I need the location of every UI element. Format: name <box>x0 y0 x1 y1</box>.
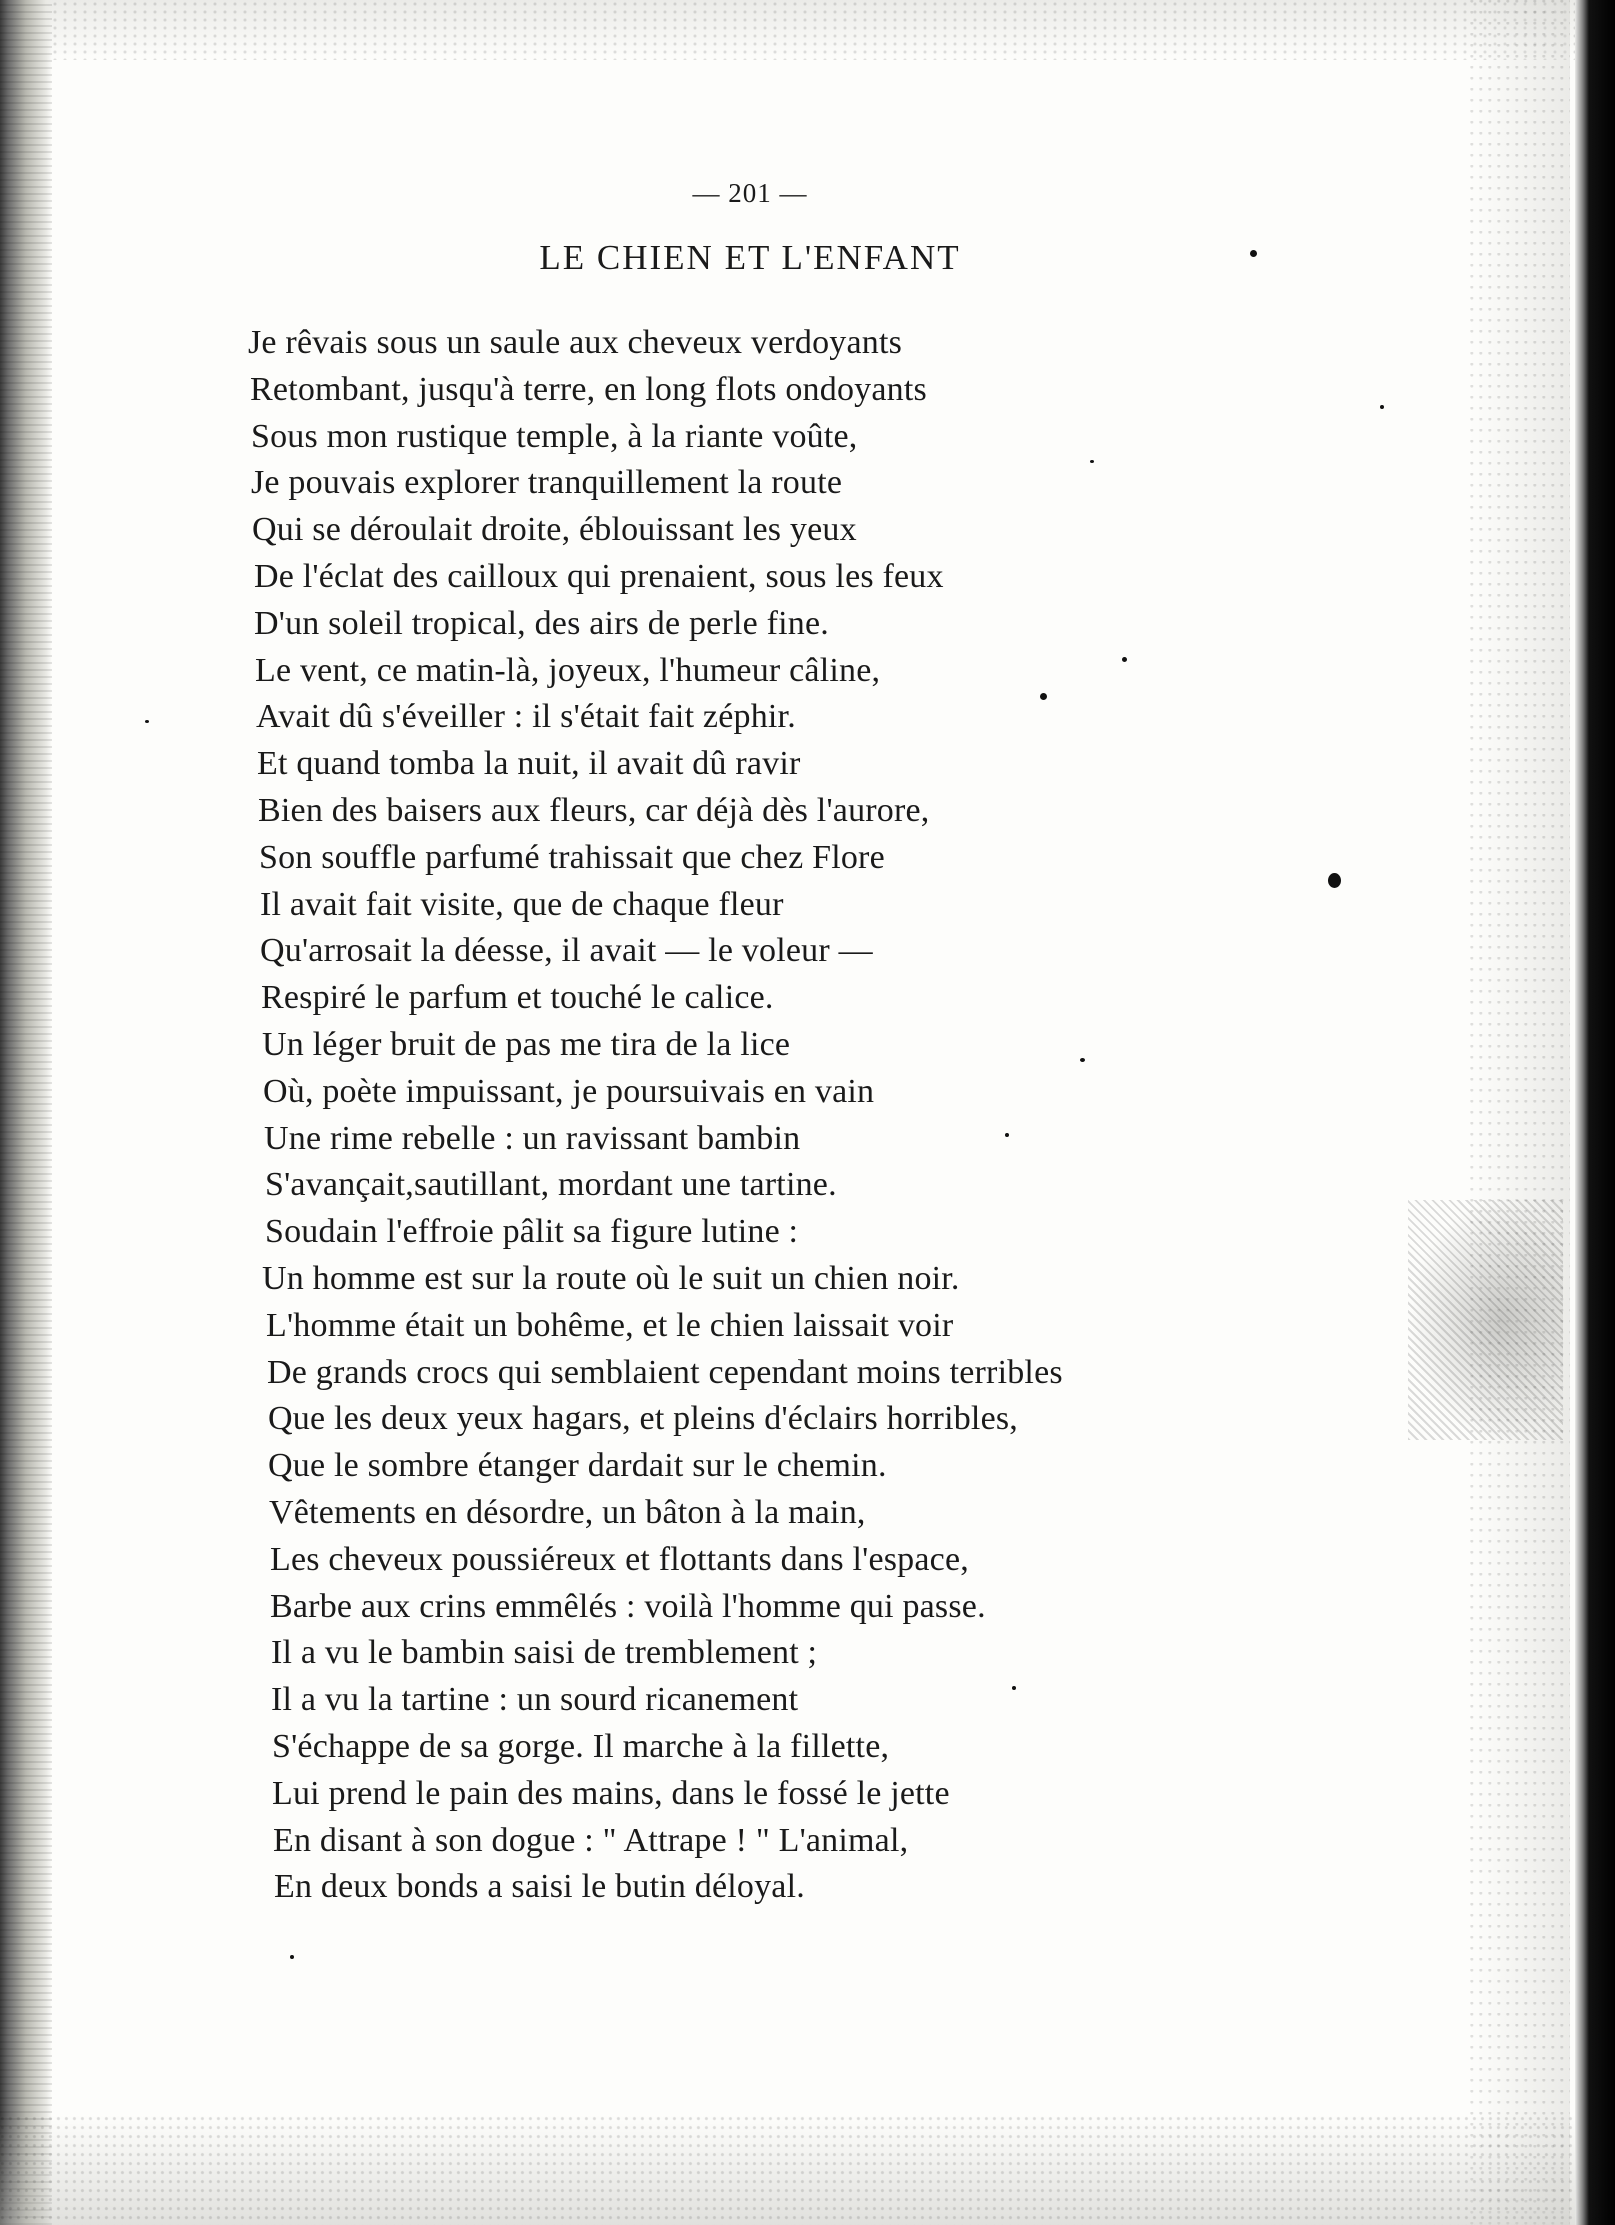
poem-line: De grands crocs qui semblaient cependant moins terribles <box>267 1353 1063 1391</box>
poem-line: Soudain l'effroie pâlit sa figure lutine : <box>265 1213 799 1251</box>
poem-line: Retombant, jusqu'à terre, en long flots ondoyants <box>250 370 927 408</box>
ink-speck <box>145 720 149 723</box>
poem-line: Un homme est sur la route où le suit un chien noir. <box>262 1259 960 1297</box>
poem-line: Il a vu la tartine : un sourd ricanement <box>271 1681 799 1719</box>
poem-line: Je rêvais sous un saule aux cheveux verdoyants <box>248 324 903 361</box>
page-number: — 201 — <box>692 178 808 208</box>
poem-line: Il a vu le bambin saisi de tremblement ; <box>271 1634 818 1672</box>
poem-line: Un léger bruit de pas me tira de la lice <box>262 1025 791 1063</box>
right-scan-stain <box>1408 1200 1563 1440</box>
poem-line: Je pouvais explorer tranquillement la route <box>251 464 843 502</box>
top-scan-edge <box>0 0 1575 60</box>
poem-line: Qu'arrosait la déesse, il avait — le voleur — <box>260 932 873 970</box>
poem-line: Que le sombre étanger dardait sur le chemin. <box>268 1447 887 1485</box>
poem-line: Le vent, ce matin-là, joyeux, l'humeur câline, <box>255 651 881 689</box>
poem-line: L'homme était un bohême, et le chien laissait voir <box>266 1306 954 1344</box>
poem-line: De l'éclat des cailloux qui prenaient, sous les feux <box>254 557 944 595</box>
poem-line: En disant à son dogue : " Attrape ! " L'animal, <box>273 1821 909 1859</box>
poem-line: S'échappe de sa gorge. Il marche à la fillette, <box>272 1727 890 1765</box>
ink-speck <box>1380 405 1384 409</box>
bottom-scan-edge <box>0 2115 1575 2225</box>
poem-line: Sous mon rustique temple, à la riante voûte, <box>251 417 858 455</box>
poem-line: S'avançait,sautillant, mordant une tartine. <box>265 1166 837 1204</box>
poem-line: Qui se déroulait droite, éblouissant les yeux <box>252 511 857 549</box>
ink-speck <box>1250 250 1257 257</box>
poem-line: Il avait fait visite, que de chaque fleur <box>260 885 784 923</box>
poem-line: D'un soleil tropical, des airs de perle fine. <box>254 604 829 642</box>
poem-line: Les cheveux poussiéreux et flottants dans l'espace, <box>270 1540 969 1578</box>
ink-speck <box>290 1955 294 1959</box>
left-scan-edge <box>0 0 52 2225</box>
poem-line: En deux bonds a saisi le butin déloyal. <box>274 1868 805 1906</box>
poem-line: Une rime rebelle : un ravissant bambin <box>264 1119 801 1157</box>
right-scan-speckle <box>1470 0 1570 2225</box>
poem-line: Avait dû s'éveiller : il s'était fait zéphir. <box>256 698 796 736</box>
poem-body <box>248 320 1248 1911</box>
right-scan-edge <box>1575 0 1615 2225</box>
poem-line: Son souffle parfumé trahissait que chez Flore <box>259 838 885 876</box>
poem-title: LE CHIEN ET L'ENFANT <box>539 238 961 277</box>
poem-line: Vêtements en désordre, un bâton à la main, <box>269 1493 866 1531</box>
poem-line: Respiré le parfum et touché le calice. <box>261 979 774 1017</box>
poem-line: Barbe aux crins emmêlés : voilà l'homme qui passe. <box>270 1587 986 1625</box>
poem-line: Que les deux yeux hagars, et pleins d'éclairs horribles, <box>268 1400 1018 1438</box>
poem-line: Et quand tomba la nuit, il avait dû ravir <box>257 745 801 783</box>
poem-line: Lui prend le pain des mains, dans le fossé le jette <box>272 1774 950 1812</box>
poem-line: Bien des baisers aux fleurs, car déjà dès l'aurore, <box>258 791 930 829</box>
poem-line: Où, poète impuissant, je poursuivais en vain <box>263 1072 875 1110</box>
ink-speck <box>1328 873 1341 888</box>
